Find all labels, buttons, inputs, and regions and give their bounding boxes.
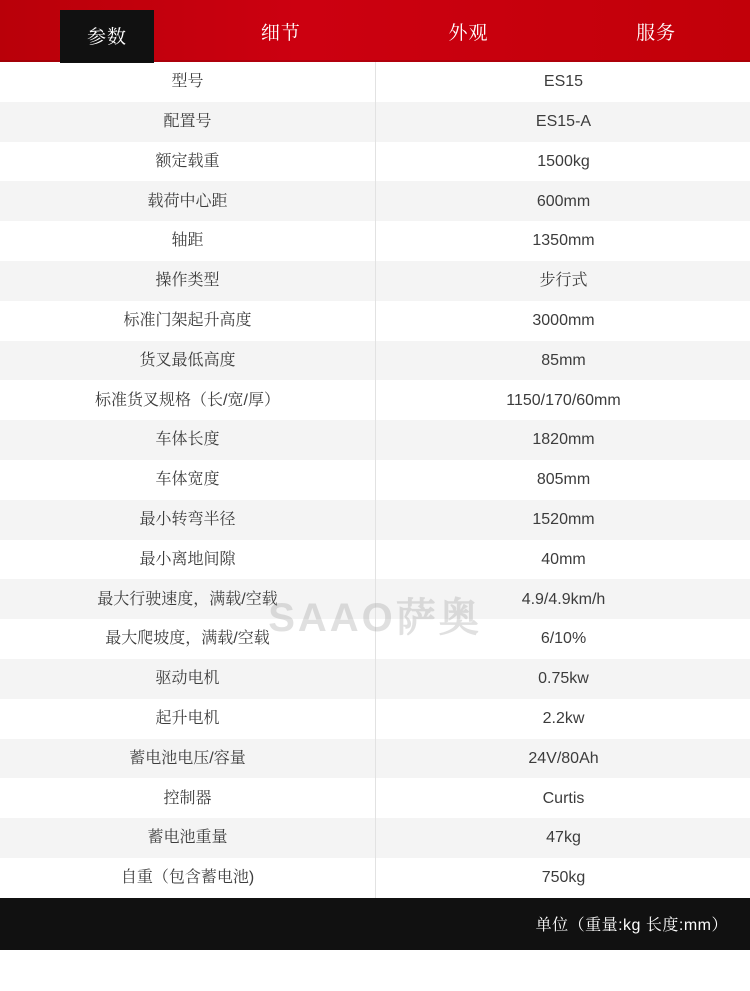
table-row: [0, 301, 750, 341]
spec-value: 步行式: [376, 261, 750, 301]
table-row: [0, 181, 750, 221]
tab-appearance-label: 外观: [448, 22, 489, 44]
spec-label: 型号: [0, 62, 376, 102]
chevron-down-icon: [102, 54, 113, 61]
spec-value: 1520mm: [376, 500, 750, 540]
table-row: [0, 62, 750, 102]
tab-parameters-label: 参数: [86, 27, 127, 48]
unit-note: 单位（重量:kg 长度:mm）: [535, 917, 728, 935]
table-row: [0, 858, 750, 898]
spec-label: 操作类型: [0, 261, 376, 301]
spec-value: 1500kg: [376, 142, 750, 182]
spec-label: 驱动电机: [0, 659, 376, 699]
spec-value: 47kg: [376, 818, 750, 858]
spec-label: 额定载重: [0, 142, 376, 182]
tab-details-label: 细节: [260, 22, 301, 44]
table-row: [0, 500, 750, 540]
tab-service-label: 服务: [636, 22, 677, 44]
spec-value: 750kg: [376, 858, 750, 898]
spec-label: 标准门架起升高度: [0, 301, 376, 341]
spec-label: 最大行驶速度，满载/空载: [0, 579, 376, 619]
spec-value: 85mm: [376, 341, 750, 381]
spec-label: 蓄电池电压/容量: [0, 739, 376, 779]
table-row: [0, 420, 750, 460]
spec-value: 1820mm: [376, 420, 750, 460]
table-row: [0, 221, 750, 261]
tab-bar: [0, 0, 750, 62]
table-row: [0, 102, 750, 142]
spec-value: 4.9/4.9km/h: [376, 579, 750, 619]
table-row: [0, 739, 750, 779]
tab-parameters[interactable]: [60, 10, 154, 63]
spec-value: 600mm: [376, 181, 750, 221]
spec-value: 3000mm: [376, 301, 750, 341]
watermark-text: SAAO萨奥: [268, 596, 482, 640]
spec-label: 车体宽度: [0, 460, 376, 500]
spec-value: 40mm: [376, 540, 750, 580]
table-row: [0, 540, 750, 580]
table-row: [0, 619, 750, 659]
table-row: [0, 341, 750, 381]
table-row: [0, 659, 750, 699]
spec-label: 最小离地间隙: [0, 540, 376, 580]
spec-table: [0, 62, 750, 898]
spec-label: 标准货叉规格（长/宽/厚）: [0, 380, 376, 420]
spec-value: ES15: [376, 62, 750, 102]
table-row: [0, 579, 750, 619]
table-row: [0, 261, 750, 301]
tab-service[interactable]: [562, 0, 750, 62]
spec-value: 1350mm: [376, 221, 750, 261]
spec-value: 2.2kw: [376, 699, 750, 739]
spec-value: 805mm: [376, 460, 750, 500]
spec-label: 蓄电池重量: [0, 818, 376, 858]
table-row: [0, 380, 750, 420]
spec-value: Curtis: [376, 778, 750, 818]
spec-label: 车体长度: [0, 420, 376, 460]
table-row: [0, 818, 750, 858]
spec-label: 最大爬坡度，满载/空载: [0, 619, 376, 659]
table-row: [0, 699, 750, 739]
tab-appearance[interactable]: [375, 0, 563, 62]
spec-label: 载荷中心距: [0, 181, 376, 221]
spec-value: 1150/170/60mm: [376, 380, 750, 420]
spec-label: 最小转弯半径: [0, 500, 376, 540]
table-row: [0, 460, 750, 500]
spec-value: 6/10%: [376, 619, 750, 659]
spec-label: 配置号: [0, 102, 376, 142]
spec-label: 起升电机: [0, 699, 376, 739]
spec-table-body: [0, 62, 750, 898]
spec-value: ES15-A: [376, 102, 750, 142]
spec-value: 0.75kw: [376, 659, 750, 699]
tab-details[interactable]: [187, 0, 375, 62]
spec-label: 货叉最低高度: [0, 341, 376, 381]
footer-note-bar: [0, 898, 750, 950]
spec-value: 24V/80Ah: [376, 739, 750, 779]
spec-label: 轴距: [0, 221, 376, 261]
spec-label: 控制器: [0, 778, 376, 818]
table-row: [0, 778, 750, 818]
spec-label: 自重（包含蓄电池): [0, 858, 376, 898]
table-row: [0, 142, 750, 182]
